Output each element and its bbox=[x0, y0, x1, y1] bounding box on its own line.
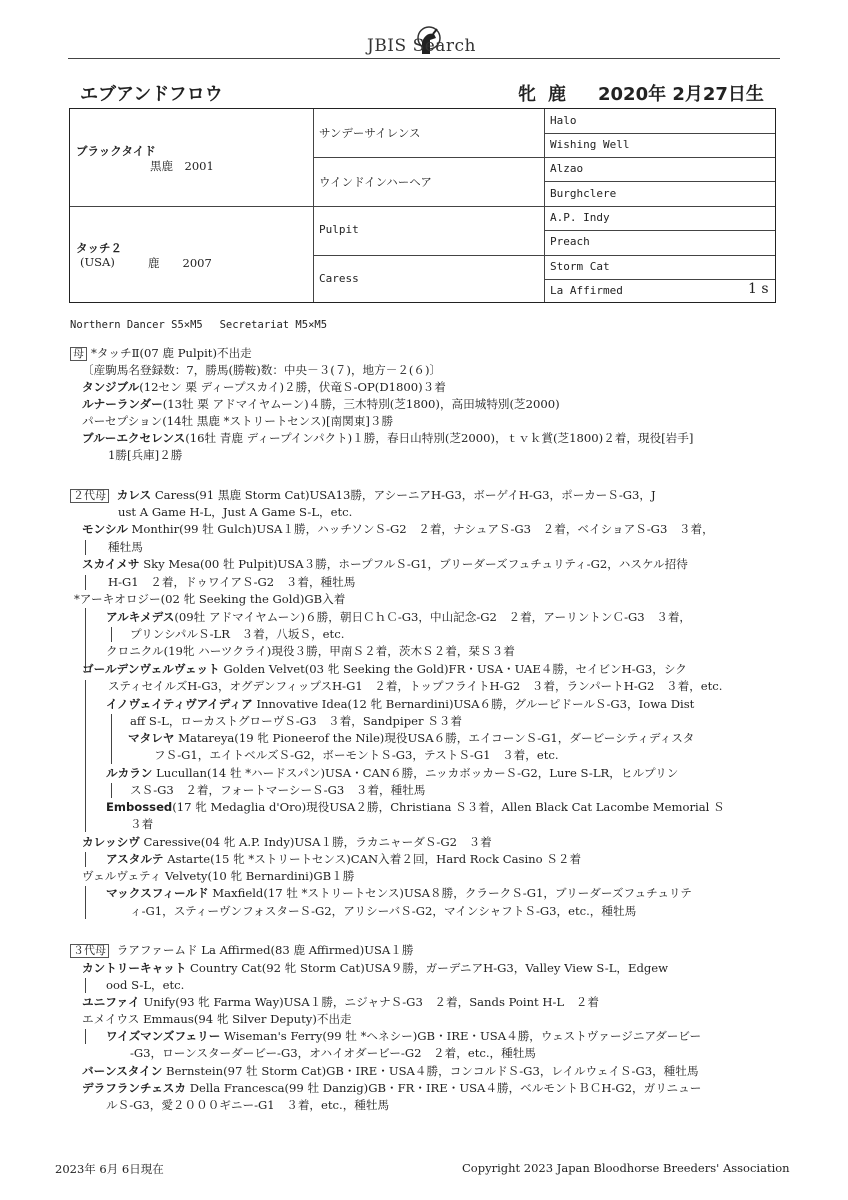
family-row-cont: ルＳ-G3，愛２０００ギニー-G1 ３着，etc.，種牡馬 bbox=[106, 1098, 390, 1112]
family-row: ワイズマンズフェリー Wiseman's Ferry(99 牡 *ヘネシー)GB・IRE・USA４勝，ウェストヴァージニアダービー bbox=[106, 1029, 702, 1043]
dam-info: 鹿 2007 bbox=[148, 256, 212, 270]
label-gen3: ３代母 bbox=[70, 944, 109, 958]
gen2-line-cont: ust A Game H-L，Just A Game S-L，etc. bbox=[118, 505, 353, 519]
family-row: モンシル Monthir(99 牡 Gulch)USA１勝，ハッチソンＳ-G2 ２着，ナシュアＳ-G3 ２着，ベイショアＳ-G3 ３着， bbox=[82, 522, 714, 536]
family-row-cont: プリンシパルＳ-LR ３着，八坂Ｓ，etc. bbox=[130, 627, 345, 641]
family-row: ゴールデンヴェルヴェット Golden Velvet(03 牝 Seeking the Gold)FR・USA・UAE４勝，セイビンH-G3，シク bbox=[82, 662, 687, 676]
footer-copyright: Copyright 2023 Japan Bloodhorse Breeders' Association bbox=[462, 1161, 790, 1175]
family-row: *アーキオロジー(02 牝 Seeking the Gold)GB入着 bbox=[74, 592, 346, 606]
family-row-cont: スティセイルズH-G3，オグデンフィップスH-G1 ２着，トップフライトH-G2 ３着，ランパートH-G2 ３着，etc. bbox=[108, 679, 723, 693]
pedigree-mark: 1 s bbox=[748, 281, 769, 297]
dam-line: 母 *タッチⅡ(07 鹿 Pulpit)不出走 bbox=[70, 345, 252, 361]
family-row: バーンスタイン Bernstein(97 牡 Storm Cat)GB・IRE・USA４勝，コンコルドＳ-G3，レイルウェイＳ-G3，種牡馬 bbox=[82, 1064, 699, 1078]
offspring-row: ブルーエクセレンス(16牡 青鹿 ディープインパクト)１勝，春日山特別(芝2000)，ｔｖｋ賞(芝1800)２着，現役[岩手] bbox=[82, 431, 694, 445]
pedigree-ddd: La Affirmed bbox=[550, 284, 623, 297]
family-row: イノヴェイティヴアイディア Innovative Idea(12 牝 Bernardini)USA６勝，グルーピドールＳ-G3，Iowa Dist bbox=[106, 697, 695, 711]
family-row: エメイウス Emmaus(94 牝 Silver Deputy)不出走 bbox=[82, 1012, 352, 1026]
tree-bar bbox=[85, 1029, 86, 1044]
family-row: アルキメデス(09牡 アドマイヤムーン)６勝，朝日ＣｈＣ-G3，中山記念-G2 ２着，アーリントンＣ-G3 ３着， bbox=[106, 610, 692, 624]
family-row: アスタルテ Astarte(15 牝 *ストリートセンス)CAN入着２回，Hard Rock Casino Ｓ２着 bbox=[106, 852, 582, 866]
horse-color: 鹿 bbox=[548, 84, 566, 105]
family-row: カレッシヴ Caressive(04 牝 A.P. Indy)USA１勝，ラカニャーダＳ-G2 ３着 bbox=[82, 835, 492, 849]
tree-bar bbox=[85, 886, 86, 919]
family-row-cont: ３着 bbox=[130, 817, 154, 831]
family-row-cont: ood S-L，etc. bbox=[106, 978, 185, 992]
pedigree-ss: サンデーサイレンス bbox=[319, 126, 421, 140]
dam-origin: (USA) bbox=[80, 255, 115, 269]
pedigree-ssd: Wishing Well bbox=[550, 138, 630, 151]
family-row-cont: H-G1 ２着，ドゥワイアＳ-G2 ３着，種牡馬 bbox=[108, 575, 356, 589]
family-row: デラフランチェスカ Della Francesca(99 牡 Danzig)GB・FR・IRE・USA４勝，ベルモントＢＣH-G2，ガリニュー bbox=[82, 1081, 702, 1095]
tree-bar bbox=[85, 852, 86, 867]
horse-birth: 2020年 2月27日生 bbox=[598, 84, 764, 105]
family-row: マックスフィールド Maxfield(17 牡 *ストリートセンス)USA８勝，クラークＳ-G1，ブリーダーズフュチュリテ bbox=[106, 886, 692, 900]
family-row-cont: スＳ-G3 ２着，フォートマーシーＳ-G3 ３着，種牡馬 bbox=[130, 783, 426, 797]
tree-bar bbox=[85, 978, 86, 993]
tree-bar bbox=[111, 783, 112, 798]
dam-record: 〔産駒馬名登録数：7，勝馬(勝鞍)数：中央－３(７)，地方－２(６)〕 bbox=[82, 363, 442, 377]
dam-name: タッチ２ bbox=[76, 241, 122, 255]
family-row-cont: 種牡馬 bbox=[108, 540, 143, 554]
label-gen2: ２代母 bbox=[70, 489, 109, 503]
family-row: ユニファイ Unify(93 牝 Farma Way)USA１勝，ニジャナＳ-G3 ２着，Sands Point H-L ２着 bbox=[82, 995, 599, 1009]
pedigree-dsd: Preach bbox=[550, 235, 590, 248]
label-dam: 母 bbox=[70, 347, 87, 361]
tree-bar bbox=[85, 540, 86, 555]
family-row: スカイメサ Sky Mesa(00 牡 Pulpit)USA３勝，ホープフルＳ-G1，ブリーダーズフュチュリティ-G2，ハスケル招待 bbox=[82, 557, 688, 571]
family-row-cont: -G3，ローンスターダービー-G3，オハイオダービー-G2 ２着，etc.，種牡馬 bbox=[130, 1046, 536, 1060]
horse-sex: 牝 bbox=[518, 84, 536, 105]
horse-name: エブアンドフロウ bbox=[80, 84, 223, 105]
pedigree-sd: ウインドインハーヘア bbox=[319, 175, 432, 189]
inbreeding: Northern Dancer S5×M5 Secretariat M5×M5 bbox=[70, 319, 328, 331]
family-row: ヴェルヴェティ Velvety(10 牝 Bernardini)GB１勝 bbox=[82, 869, 355, 883]
family-row-cont: ィ-G1，スティーヴンフォスターＳ-G2，アリシーバＳ-G2，マインシャフトＳ-G3，etc.，種牡馬 bbox=[130, 904, 637, 918]
offspring-row: ルナーランダー(13牡 栗 アドマイヤムーン)４勝，三木特別(芝1800)，高田城特別(芝2000) bbox=[82, 397, 560, 411]
tree-bar bbox=[111, 714, 112, 764]
sire-name: ブラックタイド bbox=[76, 144, 156, 158]
family-row: クロニクル(19牝 ハーツクライ)現役３勝，甲南Ｓ２着，茨木Ｓ２着，栞Ｓ３着 bbox=[106, 644, 515, 658]
pedigree-dss: A.P. Indy bbox=[550, 211, 610, 224]
gen3-line: ３代母 ラアファームド La Affirmed(83 鹿 Affirmed)USA１勝 bbox=[70, 942, 414, 958]
pedigree-ds: Pulpit bbox=[319, 223, 359, 236]
offspring-row-cont: 1勝[兵庫]２勝 bbox=[108, 448, 183, 462]
gen2-line: ２代母 カレス Caress(91 黒鹿 Storm Cat)USA13勝，アシーニアH-G3，ボーゲイH-G3，ポーカーＳ-G3，J bbox=[70, 487, 656, 503]
pedigree-dd: Caress bbox=[319, 272, 359, 285]
pedigree-sdd: Burghclere bbox=[550, 187, 617, 200]
family-row-cont: フＳ-G1，エイトベルズＳ-G2，ボーモントＳ-G3，テストＳ-G1 ３着，etc. bbox=[154, 748, 559, 762]
logo-text: JBIS Search bbox=[367, 36, 477, 56]
pedigree-dds: Storm Cat bbox=[550, 260, 610, 273]
offspring-row: タンジブル(12セン 栗 ディープスカイ)２勝，伏竜Ｓ-OP(D1800)３着 bbox=[82, 380, 446, 394]
sire-info: 黒鹿 2001 bbox=[150, 159, 214, 173]
header-rule bbox=[68, 58, 780, 59]
pedigree-sds: Alzao bbox=[550, 162, 584, 175]
logo bbox=[0, 14, 848, 60]
footer-date: 2023年 6月 6日現在 bbox=[55, 1162, 164, 1176]
family-row-cont: aff S-L，ローカストグローヴＳ-G3 ３着，Sandpiper Ｓ３着 bbox=[130, 714, 462, 728]
family-row: Embossed(17 牝 Medaglia d'Oro)現役USA２勝，Christiana Ｓ３着，Allen Black Cat Lacombe Memorial Ｓ bbox=[106, 800, 725, 814]
family-row: ルカラン Lucullan(14 牡 *ハードスパン)USA・CAN６勝，ニッカボッカーＳ-G2，Lure S-LR，ヒルプリン bbox=[106, 766, 679, 780]
tree-bar bbox=[85, 575, 86, 590]
tree-bar bbox=[111, 627, 112, 642]
offspring-row: パーセプション(14牡 黒鹿 *ストリートセンス)[南関東]３勝 bbox=[82, 414, 394, 428]
pedigree-table bbox=[69, 108, 776, 303]
pedigree-sss: Halo bbox=[550, 114, 577, 127]
family-row: マタレヤ Matareya(19 牝 Pioneerof the Nile)現役USA６勝，エイコーンＳ-G1，ダービーシティディスタ bbox=[128, 731, 695, 745]
tree-bar bbox=[85, 680, 86, 832]
family-row: カントリーキャット Country Cat(92 牝 Storm Cat)USA９勝，ガーデニアH-G3，Valley View S-L，Edgew bbox=[82, 961, 669, 975]
